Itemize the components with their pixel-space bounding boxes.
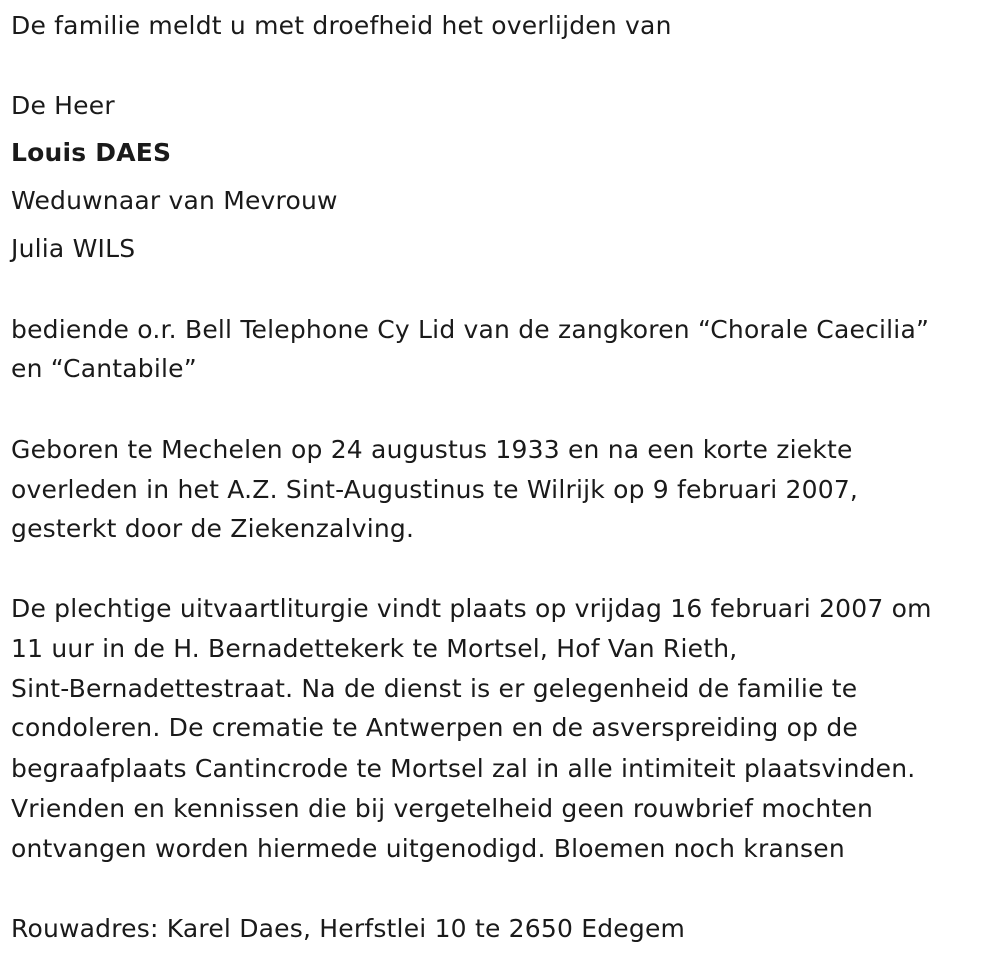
occupation-line-2: en “Cantabile”: [11, 354, 197, 383]
funeral-line-6: Vrienden en kennissen die bij vergetelheid geen rouwbrief mochten: [11, 794, 874, 823]
intro-text: De familie meldt u met droefheid het overlijden van: [11, 11, 672, 40]
funeral-line-7: ontvangen worden hiermede uitgenodigd. Bloemen noch kransen: [11, 834, 845, 863]
deceased-name: Louis DAES: [11, 138, 172, 167]
funeral-line-2: 11 uur in de H. Bernadettekerk te Mortsel, Hof Van Rieth,: [11, 634, 738, 663]
deceased-title: De Heer: [11, 91, 115, 120]
funeral-line-4: condoleren. De crematie te Antwerpen en de asverspreiding op de: [11, 713, 858, 742]
birth-death-line-3: gesterkt door de Ziekenzalving.: [11, 514, 415, 543]
funeral-line-5: begraafplaats Cantincrode te Mortsel zal in alle intimiteit plaatsvinden.: [11, 754, 916, 783]
funeral-line-1: De plechtige uitvaartliturgie vindt plaats op vrijdag 16 februari 2007 om: [11, 594, 932, 623]
spouse-name: Julia WILS: [11, 234, 136, 263]
deceased-relation: Weduwnaar van Mevrouw: [11, 186, 338, 215]
birth-death-line-1: Geboren te Mechelen op 24 augustus 1933 en na een korte ziekte: [11, 435, 853, 464]
occupation-line-1: bediende o.r. Bell Telephone Cy Lid van de zangkoren “Chorale Caecilia”: [11, 315, 930, 344]
mourning-address: Rouwadres: Karel Daes, Herfstlei 10 te 2650 Edegem: [11, 914, 686, 943]
funeral-line-3: Sint-Bernadettestraat. Na de dienst is er gelegenheid de familie te: [11, 674, 858, 703]
birth-death-line-2: overleden in het A.Z. Sint-Augustinus te Wilrijk op 9 februari 2007,: [11, 475, 859, 504]
